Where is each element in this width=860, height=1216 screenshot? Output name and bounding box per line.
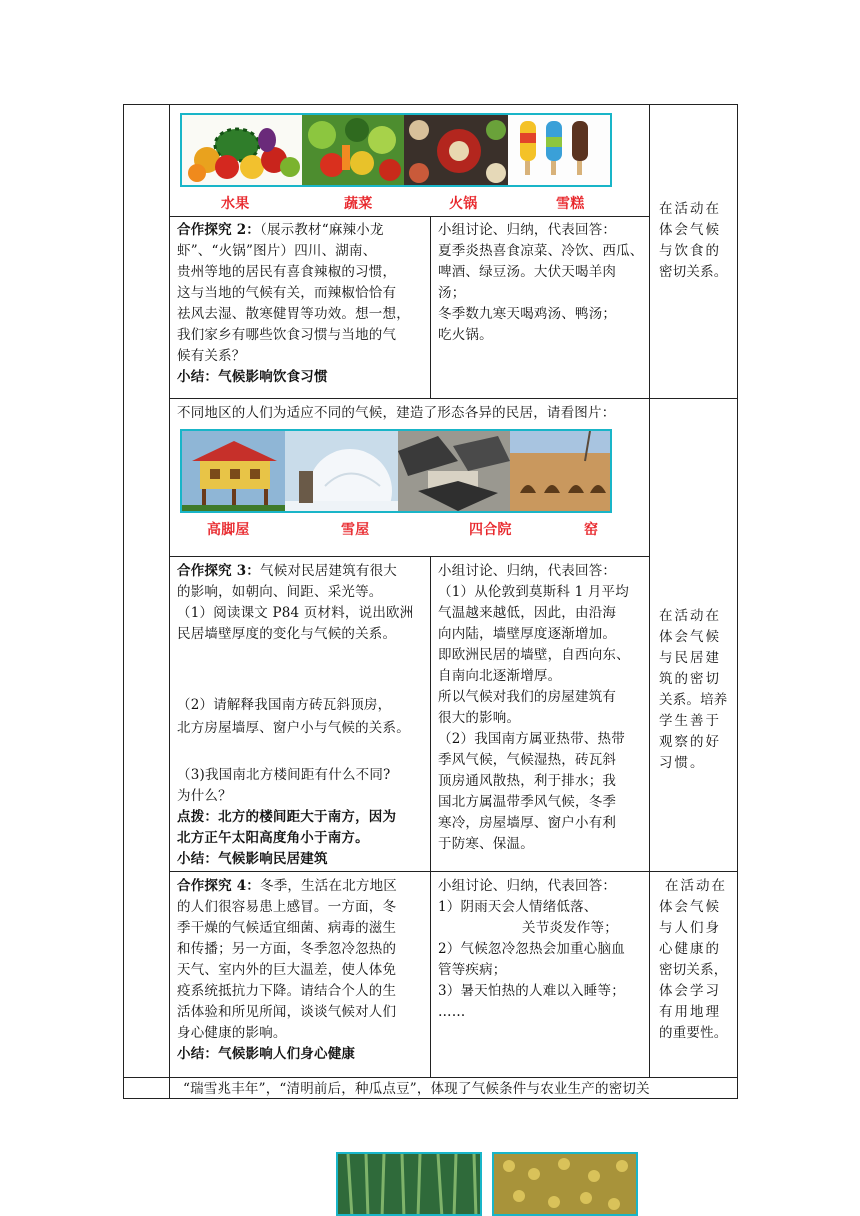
vegetable-image xyxy=(302,115,404,185)
row-divider-food xyxy=(169,216,650,217)
caption-stilt-house: 高脚屋 xyxy=(207,522,250,538)
section3-answer: 小组讨论、归纳，代表回答： （1）从伦敦到莫斯科 1 月平均 气温越来越低，因此，由沿海 向内陆，墙壁厚度逐渐增加。 即欧洲民居的墙壁，自西向东、 自南向北逐渐增厚。 所以气候对我们的房屋建筑有 很大的影响。 （2）我国南方属亚热带、热带 季风气候，气候湿热，砖瓦斜 顶房通风散热，利于排水；我 国北方属温带季风气候，冬季 寒冷，房屋墙厚、窗户小有利 于防寒、保温。 xyxy=(438,563,630,852)
caption-cave: 窑 xyxy=(584,522,599,538)
caption-courtyard: 四合院 xyxy=(469,522,512,538)
footer-text: “瑞雪兆丰年”，“清明前后，种瓜点豆”，体现了气候条件与农业生产的密切关 xyxy=(183,1081,650,1097)
row-divider-sec2 xyxy=(169,398,738,399)
section3-hint-1: 点拨：北方的楼间距大于南方，因为 xyxy=(177,809,397,825)
house-image-strip xyxy=(180,429,612,513)
caption-popsicle: 雪糕 xyxy=(556,196,585,212)
wheat-field-image xyxy=(336,1152,482,1216)
cave-dwelling-image xyxy=(510,431,610,511)
caption-vegetables: 蔬菜 xyxy=(344,196,373,212)
section3-goal: 在活动在 体会气候 与民居建 筑的密切 关系。培养 学生善于 观察的好 习惯。 xyxy=(659,608,728,771)
section3-question-3: （3)我国南北方楼间距有什么不同? 为什么？ 点拨：北方的楼间距大于南方，因为 北方正午太阳高度角小于南方。 小结：气候影响民居建筑 xyxy=(177,765,427,870)
table-border-top xyxy=(123,104,738,105)
section4-question: 合作探究 4：冬季，生活在北方地区 的人们很容易患上感冒。一方面，冬 季干燥的气候适宜细菌、病毒的滋生 和传播；另一方面，冬季忽冷忽热的 天气、室内外的巨大温差，使人体免 疫系统抵抗力下降。请结合个人的生 活体验和所见所闻，谈谈气候对人们 身心健康的影响。 小结：气候影响人们身心健康 xyxy=(177,876,427,1065)
section3-intro: 不同地区的人们为适应不同的气候，建造了形态各异的民居，请看图片： xyxy=(177,405,616,421)
courtyard-house-image xyxy=(398,431,510,511)
section3-title: 合作探究 3： xyxy=(177,563,260,579)
caption-hotpot: 火锅 xyxy=(449,196,478,212)
fruit-image xyxy=(182,115,302,185)
section3-hint-2: 北方正午太阳高度角小于南方。 xyxy=(177,830,369,846)
table-border-left xyxy=(123,104,124,1099)
caption-igloo: 雪屋 xyxy=(341,522,370,538)
section2-question: 合作探究 2：（展示教材“麻辣小龙 虾”、“火锅”图片）四川、湖南、 贵州等地的居民有喜食辣椒的习惯， 这与当地的气候有关，而辣椒恰恰有 祛风去湿、散寒健胃等功效。想一想， 我们家乡有哪些饮食习惯与当地的气 候有关系？ 小结：气候影响饮食习惯 xyxy=(177,220,427,388)
section4-answer: 小组讨论、归纳，代表回答： 1）阴雨天会人情绪低落、 关节炎发作等； 2）气候忽冷忽热会加重心脑血 管等疾病； 3）暑天怕热的人难以入睡等； …… xyxy=(438,878,625,1020)
table-column-divider-2b xyxy=(430,556,431,1078)
table-column-divider-2 xyxy=(430,216,431,399)
section2-summary: 小结：气候影响饮食习惯 xyxy=(177,369,328,385)
section3-question-2: （2）请解释我国南方砖瓦斜顶房， 北方房屋墙厚、窗户小与气候的关系。 xyxy=(177,697,410,736)
section2-goal: 在活动在 体会气候 与饮食的 密切关系。 xyxy=(659,201,728,280)
table-column-divider-3 xyxy=(649,104,650,1078)
section4-title: 合作探究 4： xyxy=(177,878,260,894)
section4-summary: 小结：气候影响人们身心健康 xyxy=(177,1046,356,1062)
section3-question: 合作探究 3：气候对民居建筑有很大 的影响，如朝向、间距、采光等。 （1）阅读课文 P84 页材料，说出欧洲 民居墙壁厚度的变化与气候的关系。 xyxy=(177,563,414,642)
stilt-house-image xyxy=(182,431,285,511)
igloo-image xyxy=(285,431,398,511)
row-divider-houses xyxy=(169,556,650,557)
popsicle-image xyxy=(508,115,610,185)
section2-title: 合作探究 2： xyxy=(177,222,260,238)
row-divider-sec4 xyxy=(123,1077,738,1078)
table-border-right xyxy=(737,104,738,1099)
row-divider-sec3 xyxy=(169,871,738,872)
table-column-divider-1 xyxy=(169,104,170,1099)
hotpot-image xyxy=(404,115,508,185)
food-image-strip xyxy=(180,113,612,187)
rice-field-image xyxy=(492,1152,638,1216)
section2-answer: 小组讨论、归纳，代表回答： 夏季炎热喜食凉菜、冷饮、西瓜、 啤酒、绿豆汤。大伏天喝羊肉 汤； 冬季数九寒天喝鸡汤、鸭汤； 吃火锅。 xyxy=(438,222,644,343)
section4-goal: 在活动在 体会气候 与人们身 心健康的 密切关系， 体会学习 有用地理 的重要性。 xyxy=(659,878,728,1041)
caption-fruit: 水果 xyxy=(221,196,250,212)
section3-summary: 小结：气候影响民居建筑 xyxy=(177,851,328,867)
